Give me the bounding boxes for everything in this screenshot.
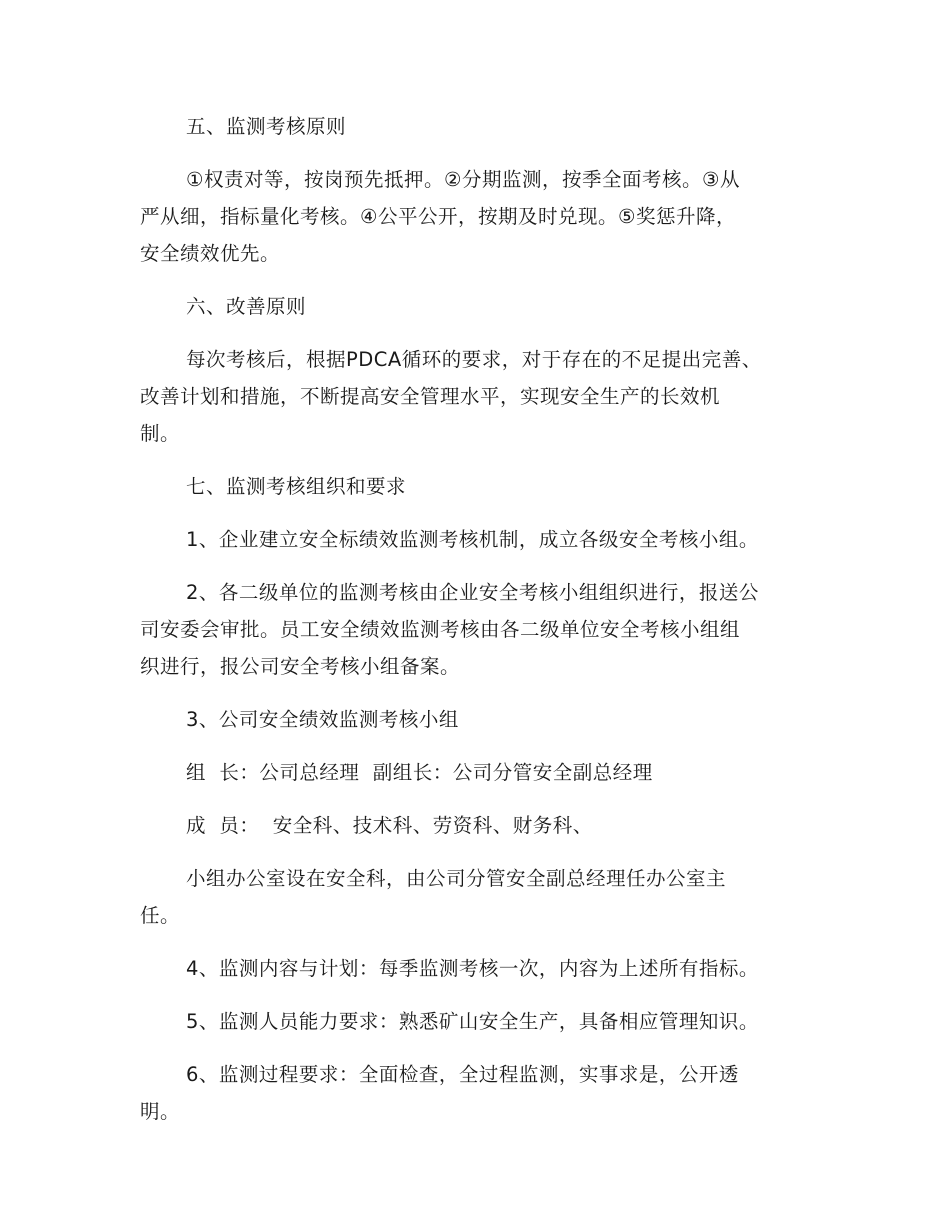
paragraph-line: 织进行，报公司安全考核小组备案。 (140, 655, 461, 678)
paragraph-line: 司安委会审批。员工安全绩效监测考核由各二级单位安全考核小组组 (140, 618, 741, 641)
paragraph-line: 制。 (140, 422, 181, 445)
paragraph-line: 改善计划和措施，不断提高安全管理水平，实现安全生产的长效机 (140, 385, 721, 408)
paragraph-line: 2、各二级单位的监测考核由企业安全考核小组组织进行，报送公 (186, 581, 759, 604)
paragraph-line: 严从细，指标量化考核。④公平公开，按期及时兑现。⑤奖惩升降， (140, 205, 736, 228)
paragraph-line: 3、公司安全绩效监测考核小组 (186, 708, 459, 731)
paragraph-line: 任。 (140, 904, 181, 927)
section-heading-6: 六、改善原则 (186, 295, 307, 318)
section-heading-7: 七、监测考核组织和要求 (186, 475, 407, 498)
paragraph-line: 安全绩效优先。 (140, 242, 281, 265)
paragraph-line: 1、企业建立安全标绩效监测考核机制，成立各级安全考核小组。 (186, 528, 759, 551)
paragraph-line: 6、监测过程要求：全面检查，全过程监测，实事求是，公开透 (186, 1063, 739, 1086)
paragraph-line: 4、监测内容与计划：每季监测考核一次，内容为上述所有指标。 (186, 957, 759, 980)
paragraph-line: 5、监测人员能力要求：熟悉矿山安全生产，具备相应管理知识。 (186, 1010, 759, 1033)
paragraph-line: 明。 (140, 1100, 181, 1123)
paragraph-line: 小组办公室设在安全科，由公司分管安全副总经理任办公室主 (186, 867, 727, 890)
paragraph-line: 每次考核后，根据PDCA循环的要求，对于存在的不足提出完善、 (186, 348, 762, 371)
paragraph-line: ①权责对等，按岗预先抵押。②分期监测，按季全面考核。③从 (186, 168, 740, 191)
section-heading-5: 五、监测考核原则 (186, 115, 347, 138)
paragraph-line: 成 员： 安全科、技术科、劳资科、财务科、 (186, 814, 593, 837)
paragraph-line: 组 长：公司总经理 副组长：公司分管安全副总经理 (186, 761, 653, 784)
